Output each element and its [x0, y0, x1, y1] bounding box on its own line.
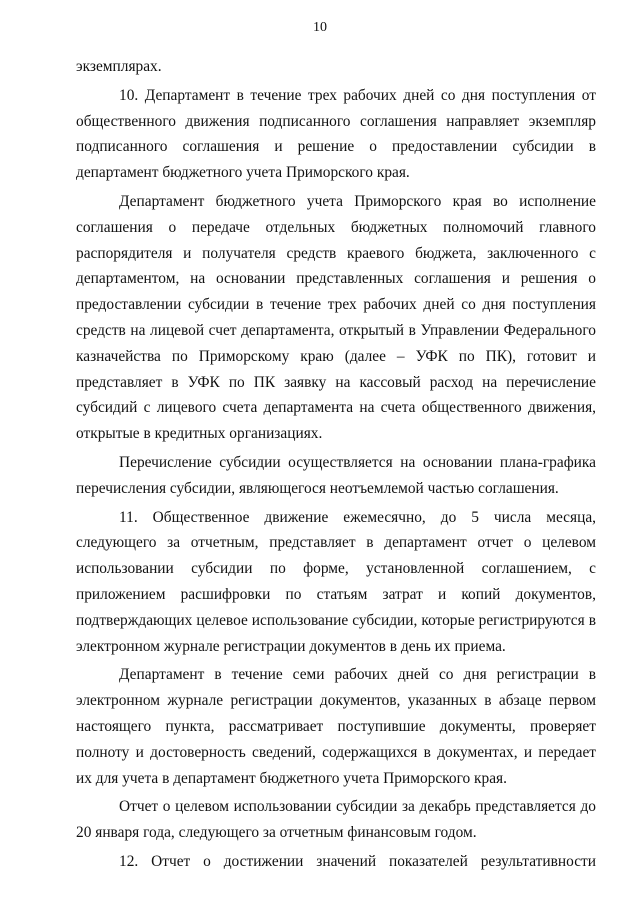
paragraph-review: Департамент в течение семи рабочих дней со дня регистрации в электронном журнале регистрации документов, указанных в абзаце первом настоящего пункта, рассматривает поступившие документы, проверяет полноту и достоверность сведений, содержащихся в документах, и передает их для учета в департамент бюджетного учета Приморского края. — [76, 666, 596, 787]
paragraph-budget-accounting: Департамент бюджетного учета Приморского края во исполнение соглашения о передаче отдельных бюджетных полномочий главного распорядителя и получателя средств краевого бюджета, заключенного с департаментом, на основании представленных соглашения и решения о предоставлении субсидии в течение трех рабочих дней со дня поступления средств на лицевой счет департамента, открытый в Управлении Федерального казначейства по Приморскому краю (далее – УФК по ПК), готовит и представляет в УФК по ПК заявку на кассовый расход на перечисление субсидий с лицевого счета департамента на счета общественного движения, открытые в кредитных организациях. — [76, 192, 596, 443]
page-number: 10 — [313, 20, 327, 35]
paragraph-transfer-schedule: Перечисление субсидии осуществляется на основании плана-графика перечисления субсидии, являющегося неотъемлемой частью соглашения. — [76, 453, 596, 497]
paragraph-item-11: 11. Общественное движение ежемесячно, до 5 числа месяца, следующего за отчетным, представляет в департамент отчет о целевом использовании субсидии по форме, установленной соглашением, с приложением расшифровки по статьям затрат и копий документов, подтверждающих целевое использование субсидии, которые регистрируются в электронном журнале регистрации документов в день их приема. — [76, 508, 596, 655]
paragraph-december-report: Отчет о целевом использовании субсидии за декабрь представляется до 20 января года, следующего за отчетным финансовым годом. — [76, 798, 596, 842]
paragraph-item-10: 10. Департамент в течение трех рабочих дней со дня поступления от общественного движения подписанного соглашения направляет экземпляр подписанного соглашения и решение о предоставлении субсидии в департамент бюджетного учета Приморского края. — [76, 86, 596, 182]
paragraph-item-12: 12. Отчет о достижении значений показателей результативности — [119, 852, 596, 870]
paragraph-continuation: экземплярах. — [76, 58, 162, 75]
document-body — [76, 54, 596, 875]
